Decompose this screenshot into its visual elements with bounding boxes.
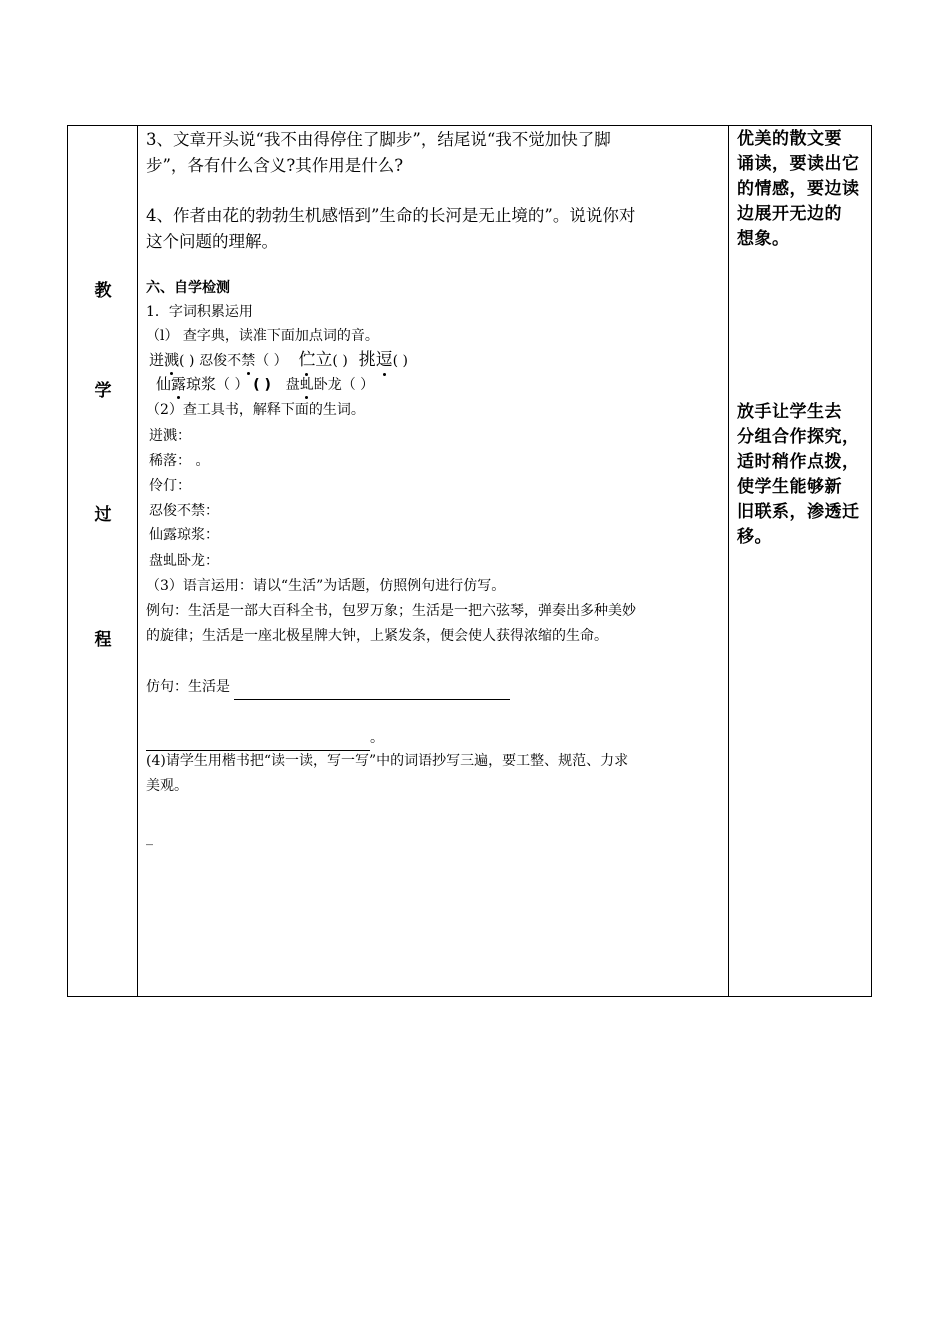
imitation-label: 仿句：生活是 <box>146 679 230 695</box>
dash-mark: _ <box>146 830 153 846</box>
q3-line-1: 3、文章开头说“我不由得停住了脚步”，结尾说“我不觉加快了脚 <box>146 130 611 149</box>
vocab-word-4: 忍俊不禁： <box>149 503 219 519</box>
notes-column <box>728 126 872 996</box>
imitation-row <box>146 675 510 700</box>
vocab-word-1: 迸溅： <box>149 428 191 444</box>
item-2: （2）查工具书，解释下面的生词。 <box>146 402 365 418</box>
item-4-line-1: (4)请学生用楷书把“读一读，写一写”中的词语抄写三遍，要工整、规范、力求 <box>146 753 629 769</box>
q4-line-1: 4、作者由花的勃勃生机感悟到”生命的长河是无止境的”。说说你对 <box>146 206 636 225</box>
q4-line-2: 这个问题的理解。 <box>146 232 278 251</box>
item-3: （3）语言运用：请以“生活”为话题，仿照例句进行仿写。 <box>146 578 506 594</box>
vocab-word-3: 伶仃： <box>149 478 191 494</box>
vocab-word-6: 盘虬卧龙： <box>149 553 219 569</box>
q3-line-2: 步”，各有什么含义?其作用是什么? <box>146 156 404 175</box>
pronunciation-row-2: 仙露琼浆（ ） ( ) 盘虬卧龙（ ） <box>156 375 375 393</box>
sub-heading-1: 1．字词积累运用 <box>146 304 253 320</box>
imitation-blank <box>234 681 510 700</box>
example-line-1: 例句：生活是一部大百科全书，包罗万象；生活是一把六弦琴，弹奏出多种美妙 <box>146 603 636 619</box>
left-char-4: 程 <box>94 630 112 650</box>
end-mark: 。 <box>370 730 384 746</box>
left-char-3: 过 <box>94 505 112 525</box>
pronunciation-row-1: 迸溅( ) 忍俊不禁（ ） 伫立( ) 挑逗( ) <box>149 350 408 370</box>
section-heading: 六、自学检测 <box>146 280 230 296</box>
left-column <box>68 126 138 996</box>
left-char-2: 学 <box>94 381 112 401</box>
note-1: 优美的散文要 诵读，要读出它 的情感，要边读 边展开无边的 想象。 <box>737 129 860 249</box>
lesson-table <box>67 125 872 997</box>
item-1: （l） 查字典，读准下面加点词的音。 <box>146 328 379 344</box>
vocab-word-5: 仙露琼浆： <box>149 527 219 543</box>
vocab-word-2: 稀落： 。 <box>149 453 210 469</box>
example-line-2: 的旋律；生活是一座北极星牌大钟，上紧发条，便会使人获得浓缩的生命。 <box>146 628 608 644</box>
note-2: 放手让学生去 分组合作探究， 适时稍作点拨， 使学生能够新 旧联系，渗透迁 移。 <box>737 402 860 547</box>
item-4-line-2: 美观。 <box>146 778 188 794</box>
left-char-1: 教 <box>94 281 112 301</box>
imitation-row-2 <box>146 726 384 751</box>
